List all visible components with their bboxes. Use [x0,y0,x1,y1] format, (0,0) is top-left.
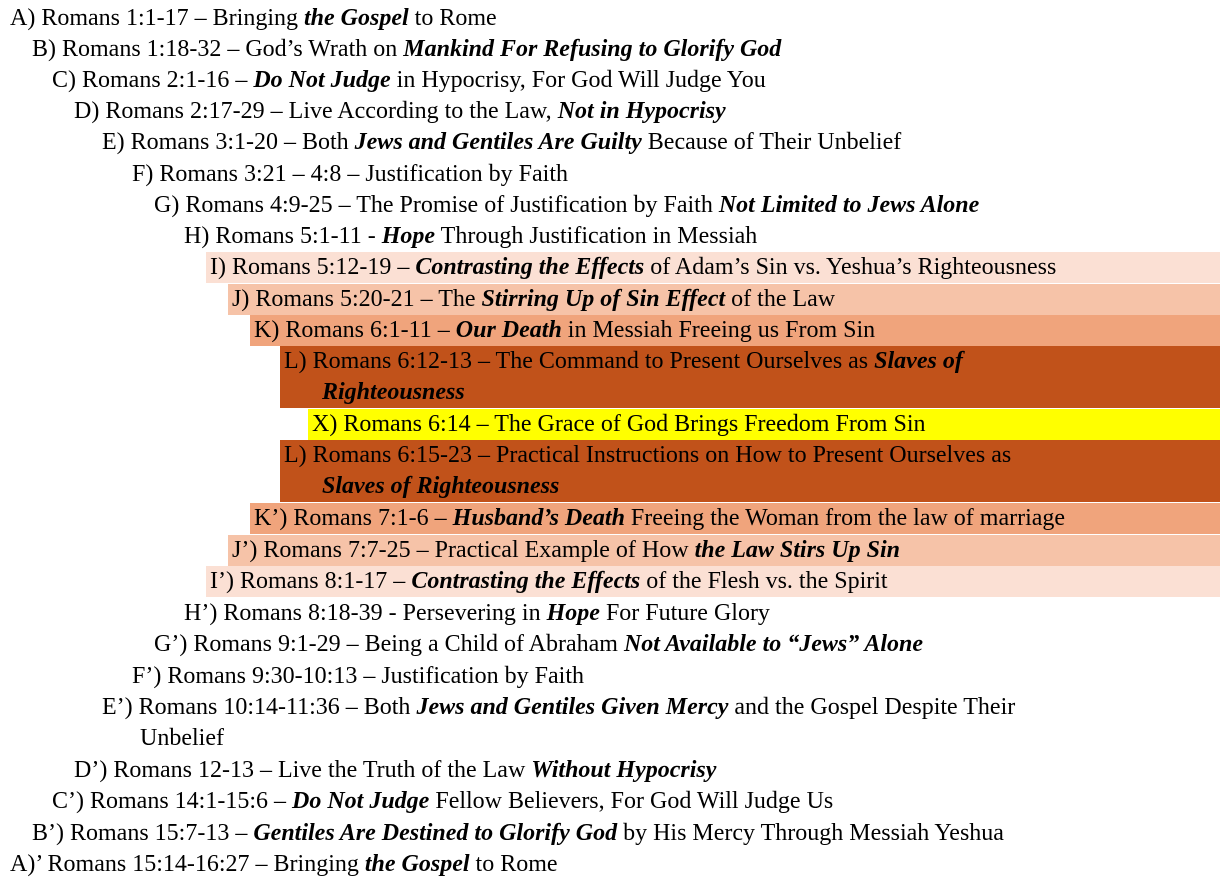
outline-tail: Through Justification in Messiah [435,223,758,249]
outline-emphasis: Our Death [455,317,562,343]
outline-continuation [322,471,559,502]
outline-item-e-prime [98,692,1015,754]
outline-item-j-prime [228,535,1220,566]
outline-emphasis: Slaves of Righteousness [322,473,560,499]
outline-label: I’) Romans 8:1-17 – [210,568,412,594]
outline-emphasis: Stirring Up of Sin Effect [481,286,726,312]
outline-item-f-prime [128,661,584,692]
outline-item-d-prime [70,755,716,786]
outline-item-e [98,127,901,158]
outline-item-l [280,346,1220,408]
outline-label: J’) Romans 7:7-25 – Practical Example of How [232,537,695,563]
outline-label: C’) Romans 14:1-15:6 – [52,788,292,814]
outline-emphasis: Do Not Judge [253,67,391,93]
outline-tail: to Rome [408,5,497,31]
outline-item-g-prime [150,629,923,660]
outline-emphasis: Mankind For Refusing to Glorify God [403,36,782,62]
outline-emphasis: Gentiles Are Destined to Glorify God [253,820,618,846]
outline-emphasis: Righteousness [322,379,465,405]
outline-item-f [128,159,568,190]
outline-label: H’) Romans 8:18-39 - Persevering in [184,600,547,626]
outline-emphasis: the Gospel [364,851,470,877]
outline-tail: For Future Glory [599,600,770,626]
outline-item-j [228,284,1220,315]
outline-item-h [180,221,757,252]
outline-tail: Because of Their Unbelief [641,129,902,155]
outline-label: A) Romans 1:1-17 – Bringing [10,5,304,31]
outline-label: J) Romans 5:20-21 – The [232,286,482,312]
outline-label: H) Romans 5:1-11 - [184,223,382,249]
outline-label: D’) Romans 12-13 – Live the Truth of the Law [74,757,532,783]
outline-emphasis: Slaves of [874,348,963,374]
outline-item-c-prime [48,786,833,817]
outline-item-a [6,3,497,34]
outline-tail: of the Law [725,286,836,312]
outline-item-b-prime [28,818,1004,849]
outline-emphasis: the Gospel [304,5,409,31]
outline-tail: and the Gospel Despite Their [728,694,1016,720]
outline-emphasis: Not Available to “Jews” Alone [623,631,924,657]
outline-label: L) Romans 6:15-23 – Practical Instructions on How to Present Ourselves as [284,442,1012,468]
outline-label: G’) Romans 9:1-29 – Being a Child of Abraham [154,631,624,657]
outline-item-d [70,96,726,127]
outline-item-i [206,252,1220,283]
outline-tail: to Rome [469,851,558,877]
outline-item-h-prime [180,598,770,629]
outline-label: K) Romans 6:1-11 – [254,317,456,343]
outline-label: F) Romans 3:21 – 4:8 – Justification by Faith [132,161,568,187]
outline-tail: Freeing the Woman from the law of marriage [624,505,1066,531]
outline-tail: by His Mercy Through Messiah Yeshua [617,820,1004,846]
outline-label: E) Romans 3:1-20 – Both [102,129,355,155]
outline-emphasis: Hope [546,600,600,626]
outline-label: C) Romans 2:1-16 – [52,67,254,93]
outline-item-a-prime [6,849,558,880]
outline-label: X) Romans 6:14 – The Grace of God Brings Freedom From Sin [312,411,926,437]
outline-label: B’) Romans 15:7-13 – [32,820,254,846]
outline-emphasis: Not in Hypocrisy [557,98,726,124]
outline-item-k-prime [250,503,1220,534]
outline-item-l-prime [280,440,1220,502]
outline-emphasis: Husband’s Death [452,505,625,531]
outline-item-k [250,315,1220,346]
outline-label: G) Romans 4:9-25 – The Promise of Justification by Faith [154,192,719,218]
outline-emphasis: Without Hypocrisy [531,757,717,783]
outline-emphasis: Hope [381,223,436,249]
outline-label: I) Romans 5:12-19 – [210,254,416,280]
outline-item-g [150,190,979,221]
outline-continuation: Unbelief [140,725,224,751]
outline-emphasis: Not Limited to Jews Alone [718,192,980,218]
outline-item-x [308,409,1220,440]
outline-emphasis: Contrasting the Effects [411,568,641,594]
outline-tail: in Messiah Freeing us From Sin [561,317,876,343]
outline-label: K’) Romans 7:1-6 – [254,505,453,531]
outline-tail: in Hypocrisy, For God Will Judge You [390,67,766,93]
outline-tail: of the Flesh vs. the Spirit [640,568,888,594]
outline-item-i-prime [206,566,1220,597]
outline-label: B) Romans 1:18-32 – God’s Wrath on [32,36,404,62]
outline-emphasis: Jews and Gentiles Given Mercy [416,694,729,720]
outline-emphasis: Jews and Gentiles Are Guilty [354,129,642,155]
outline-emphasis: Do Not Judge [292,788,430,814]
outline-emphasis: the Law Stirs Up Sin [694,537,900,563]
outline-label: D) Romans 2:17-29 – Live According to the Law, [74,98,558,124]
outline-item-b [28,34,781,65]
outline-tail: of Adam’s Sin vs. Yeshua’s Righteousness [644,254,1057,280]
outline-tail: Fellow Believers, For God Will Judge Us [429,788,834,814]
outline-label: E’) Romans 10:14-11:36 – Both [102,694,417,720]
outline-emphasis: Contrasting the Effects [415,254,645,280]
outline-label: F’) Romans 9:30-10:13 – Justification by Faith [132,663,584,689]
outline-continuation [322,377,465,408]
outline-item-c [48,65,766,96]
outline-label: A)’ Romans 15:14-16:27 – Bringing [10,851,365,877]
outline-label: L) Romans 6:12-13 – The Command to Present Ourselves as [284,348,875,374]
